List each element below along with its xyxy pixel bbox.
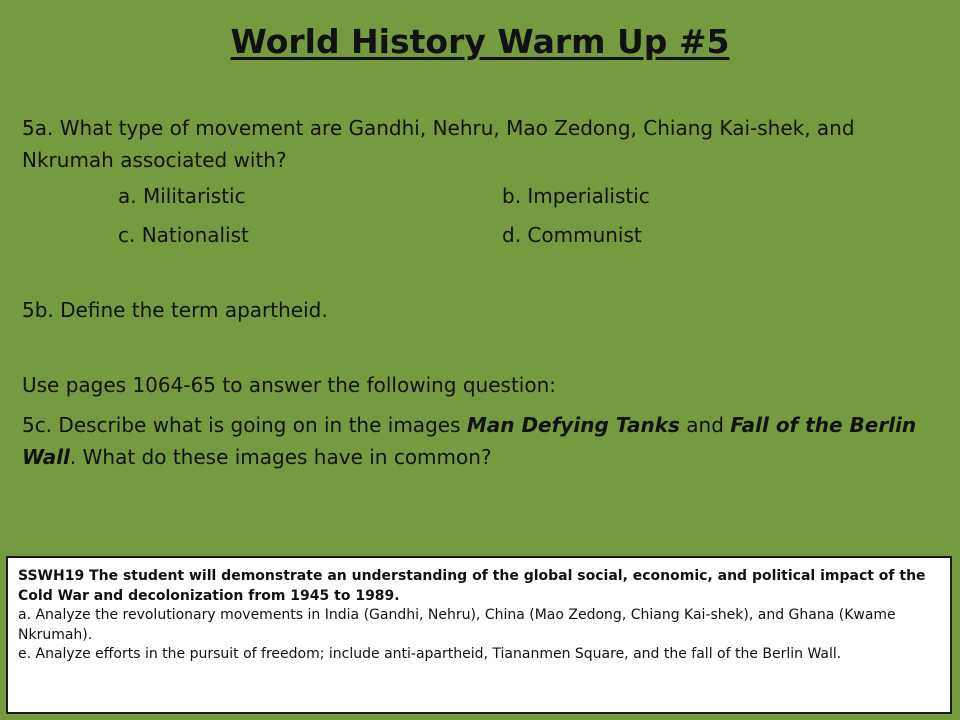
question-5c-part3: . What do these images have in common? — [69, 445, 492, 469]
choice-d: d. Communist — [502, 223, 642, 247]
image-title-fall-of-berlin-wall: Fall of the Berlin Wall — [22, 413, 917, 469]
standards-item-e: e. Analyze efforts in the pursuit of freedom; include anti-apartheid, Tiananmen Square, and the fall of the Berlin Wall. — [18, 646, 842, 662]
standards-heading: SSWH19 The student will demonstrate an understanding of the global social, economic, and political impact of the Cold War and decolonization from 1945 to 1989. — [18, 568, 926, 604]
choice-b: b. Imperialistic — [502, 184, 650, 208]
question-5b: 5b. Define the term apartheid. — [22, 298, 328, 322]
instruction-text: Use pages 1064-65 to answer the following question: — [22, 373, 556, 397]
question-5c — [22, 409, 922, 473]
choice-c: c. Nationalist — [118, 223, 249, 247]
question-5c-part1: 5c. Describe what is going on in the images — [22, 413, 467, 437]
slide-title: World History Warm Up #5 — [230, 22, 730, 61]
question-5a: 5a. What type of movement are Gandhi, Nehru, Mao Zedong, Chiang Kai-shek, and Nkrumah associated with? — [22, 116, 855, 172]
image-title-man-defying-tanks: Man Defying Tanks — [466, 413, 680, 437]
standards-box — [6, 556, 952, 714]
choice-a: a. Militaristic — [118, 184, 246, 208]
standards-item-a: a. Analyze the revolutionary movements in India (Gandhi, Nehru), China (Mao Zedong, Chiang Kai-shek), and Ghana (Kwame Nkrumah). — [18, 607, 896, 643]
question-5c-part2: and — [679, 413, 731, 437]
